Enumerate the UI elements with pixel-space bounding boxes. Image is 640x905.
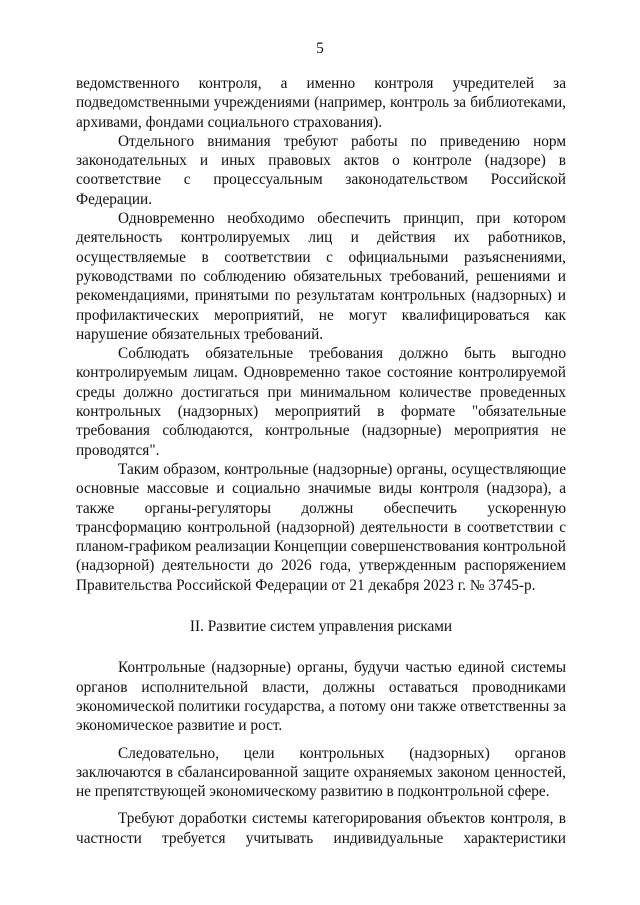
paragraph-categorization: Требуют доработки системы категорирования объектов контроля, в частности требуется учитывать индивидуальные характеристики xyxy=(76,810,566,847)
paragraph-continued: ведомственного контроля, а именно контроля учредителей за подведомственными учреждениями (например, контроль за библиотеками, архивами, фондами социального страхования). xyxy=(76,75,566,131)
section-heading: II. Развитие систем управления рисками xyxy=(189,618,453,636)
paragraph-legal-acts: Отдельного внимания требуют работы по приведению норм законодательных и иных правовых актов о контроле (надзоре) в соответствие с процессуальным законодательством Российской Федерации. xyxy=(76,132,566,208)
paragraph-goals: Следовательно, цели контрольных (надзорных) органов заключаются в сбалансированной защите охраняемых законом ценностей, не препятствующей экономическому развитию в подконтрольной сфере. xyxy=(76,744,566,801)
paragraph-spacer xyxy=(76,736,566,744)
paragraph-compliance: Соблюдать обязательные требования должно быть выгодно контролируемым лицам. Одновременно такое состояние контролируемой среды должно достигаться при минимальном количестве проведенных контрольных (надзорных) мероприятий в формате "обязательные требования соблюдаются, контрольные (надзорные) мероприятия не проводятся". xyxy=(76,345,566,459)
paragraph-principle: Одновременно необходимо обеспечить принцип, при котором деятельность контролируемых лиц и действия их работников, осуществляемые в соответствии с официальными разъяснениями, руководствами по соблюдению обязательных требований, решениями и рекомендациями, принятыми по результатам контрольных (надзорных) и профилактических мероприятий, не могут квалифицироваться как нарушение обязательных требований. xyxy=(76,210,566,343)
paragraph-economic-policy: Контрольные (надзорные) органы, будучи частью единой системы органов исполнительной власти, должны оставаться проводниками экономической политики государства, а потому они также ответственны за экономическое развитие и рост. xyxy=(76,659,566,735)
page-number: 5 xyxy=(316,40,324,57)
document-body xyxy=(76,74,566,848)
paragraph-transformation: Таким образом, контрольные (надзорные) органы, осуществляющие основные массовые и социально значимые виды контроля (надзора), а также органы-регуляторы должны обеспечить ускоренную трансформацию контрольной (надзорной) деятельности в соответствии с планом-графиком реализации Концепции совершенствования контрольной (надзорной) деятельности до 2026 года, утвержденным распоряжением Правительства Российской Федерации от 21 декабря 2023 г. № 3745-р. xyxy=(76,460,566,594)
paragraph-spacer xyxy=(76,801,566,809)
